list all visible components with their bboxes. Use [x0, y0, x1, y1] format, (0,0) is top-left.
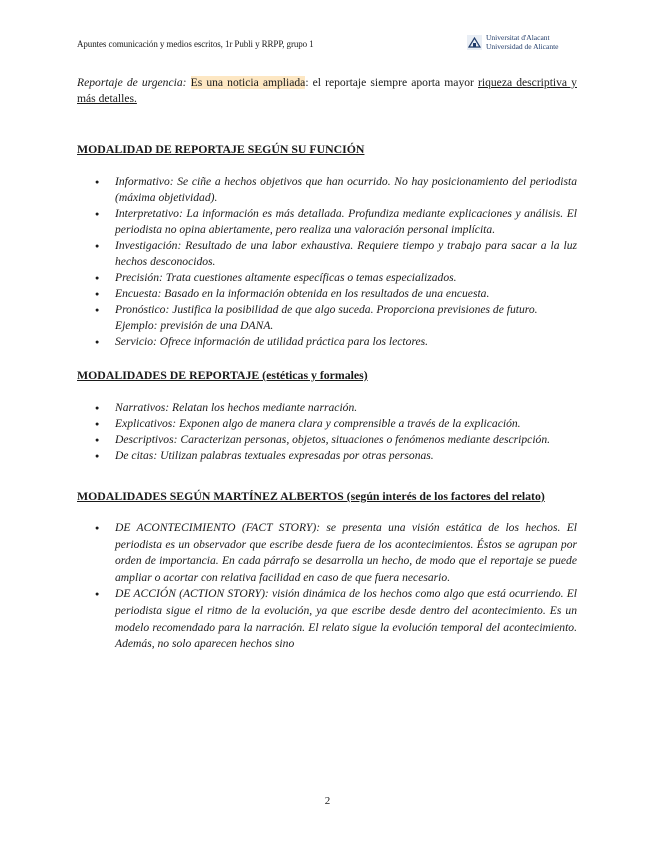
list-item: ● Encuesta: Basado en la información obtenida en los resultados de una encuesta.	[77, 286, 577, 302]
intro-highlight: Es una noticia ampliada	[190, 76, 306, 89]
list-item: ● Descriptivos: Caracterizan personas, objetos, situaciones o fenómenos mediante descripción.	[77, 432, 577, 448]
main-content	[77, 75, 577, 653]
university-emblem-icon	[467, 35, 482, 50]
list-funcion	[77, 174, 577, 318]
list-item: ● DE ACCIÓN (ACTION STORY): visión dinámica de los hechos como algo que está ocurriendo. El periodista sigue el ritmo de la evolución, ya que escribe desde dentro del acontecimiento. Es un modelo recomendado para la narración. El relato sigue la evolución temporal del acontecimiento. Además, no solo aparecen hechos sino	[77, 586, 577, 652]
list-item: ● De citas: Utilizan palabras textuales expresadas por otras personas.	[77, 448, 577, 464]
list-item: ● Investigación: Resultado de una labor exhaustiva. Requiere tiempo y trabajo para sacar a la luz hechos desconocidos.	[77, 238, 577, 270]
page-number: 2	[324, 795, 331, 807]
running-header: Apuntes comunicación y medios escritos, 1r Publi y RRPP, grupo 1	[77, 39, 314, 49]
logo-line-2: Universidad de Alicante	[486, 42, 559, 51]
list-item: ● Narrativos: Relatan los hechos mediante narración.	[77, 400, 577, 416]
university-logo	[467, 33, 577, 53]
section-title-martinez-albertos: MODALIDADES SEGÚN MARTÍNEZ ALBERTOS (según interés de los factores del relato)	[77, 489, 545, 503]
list-item: ● Explicativos: Exponen algo de manera clara y comprensible a través de la explicación.	[77, 416, 577, 432]
section-title-funcion: MODALIDAD DE REPORTAJE SEGÚN SU FUNCIÓN	[77, 142, 365, 156]
list-item: ● DE ACONTECIMIENTO (FACT STORY): se presenta una visión estática de los hechos. El periodista es un observador que escribe desde fuera de los acontecimientos. Éstos se agrupan por orden de importancia. En cada párrafo se desarrolla un hecho, de modo que el reportaje se puede ampliar o acortar con relativa facilidad en caso de que fuera necesario.	[77, 520, 577, 586]
intro-paragraph	[77, 75, 577, 107]
intro-label: Reportaje de urgencia:	[77, 76, 187, 89]
list-item: ● Informativo: Se ciñe a hechos objetivos que han ocurrido. No hay posicionamiento del periodista (máxima objetividad).	[77, 174, 577, 206]
example-line: Ejemplo: previsión de una DANA.	[115, 319, 274, 332]
list-item: ● Pronóstico: Justifica la posibilidad de que algo suceda. Proporciona previsiones de futuro.	[77, 302, 577, 318]
section-title-esteticas: MODALIDADES DE REPORTAJE (estéticas y formales)	[77, 368, 368, 382]
list-funcion-continued	[77, 334, 577, 350]
list-item: ● Interpretativo: La información es más detallada. Profundiza mediante explicaciones y análisis. El periodista no opina abiertamente, pero realiza una valoración personal implícita.	[77, 206, 577, 238]
logo-text	[486, 33, 558, 51]
list-item: ● Precisión: Trata cuestiones altamente específicas o temas especializados.	[77, 270, 577, 286]
intro-underlined: riqueza descriptiva y más detalles.	[77, 76, 577, 105]
list-esteticas	[77, 400, 577, 464]
intro-middle: : el reportaje siempre aporta mayor	[305, 76, 478, 89]
list-item: ● Servicio: Ofrece información de utilidad práctica para los lectores.	[77, 334, 577, 350]
list-martinez-albertos	[77, 520, 577, 653]
logo-line-1: Universitat d'Alacant	[486, 33, 550, 42]
